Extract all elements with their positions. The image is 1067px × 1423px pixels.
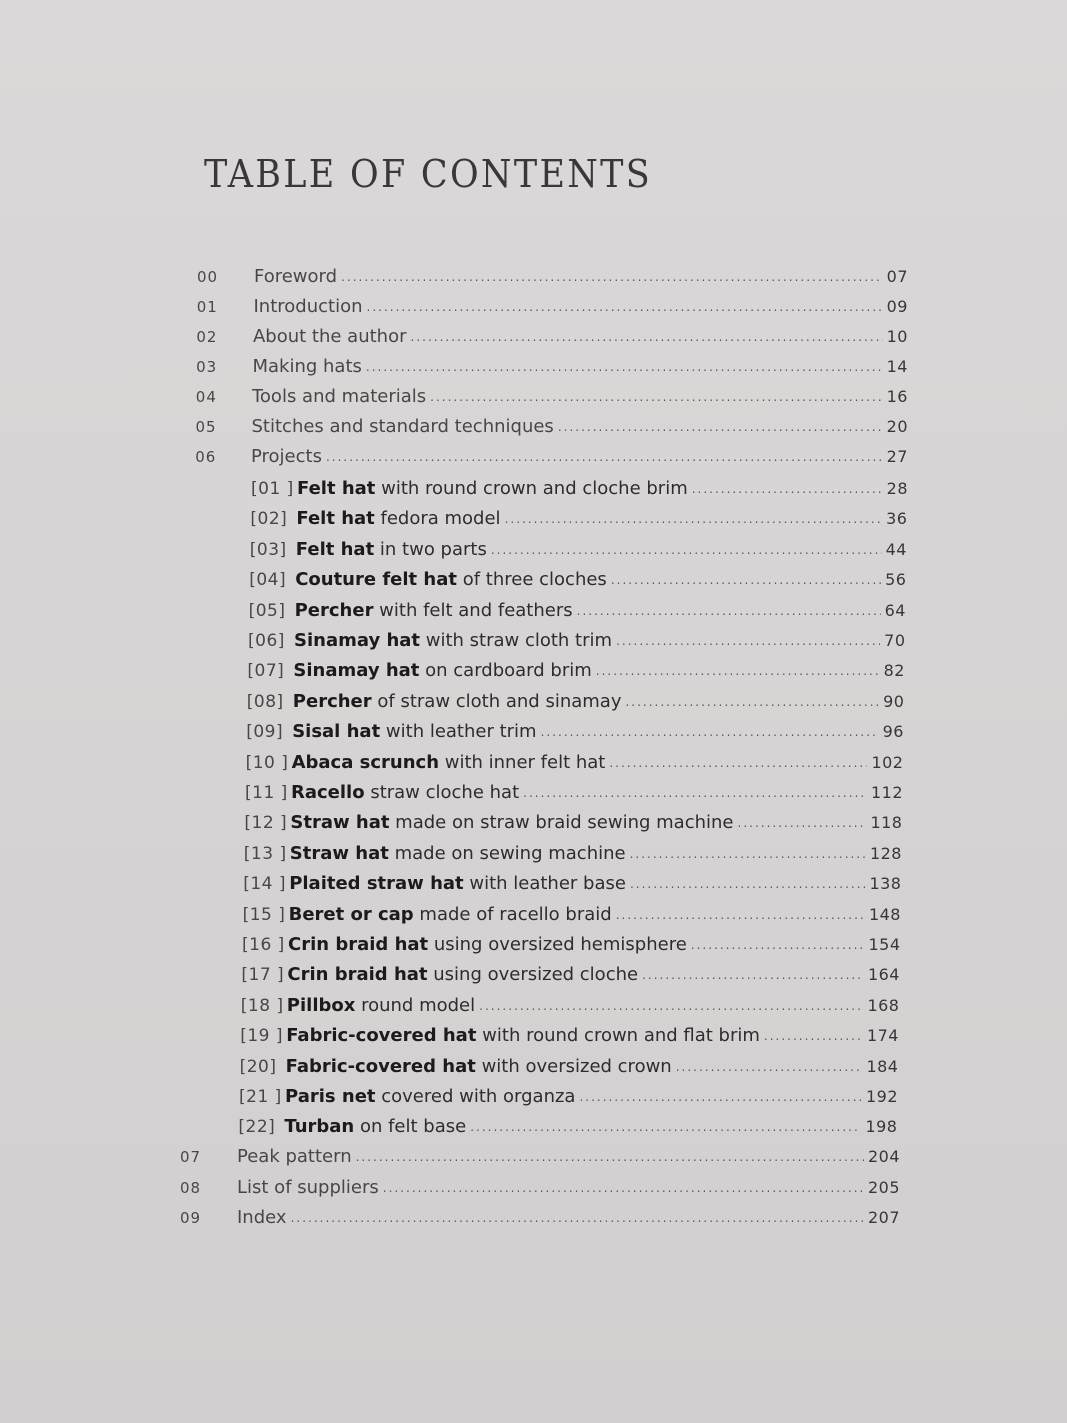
project-title-rest: on cardboard brim	[419, 660, 592, 682]
project-title	[289, 904, 612, 925]
project-title	[286, 1056, 672, 1077]
project-title-bold: Percher	[294, 599, 374, 621]
project-title-bold: Paris net	[285, 1086, 376, 1107]
project-title-bold: Sinamay hat	[294, 630, 421, 651]
page-number: 09	[886, 297, 908, 316]
project-title	[290, 843, 626, 864]
project-title	[293, 691, 622, 712]
toc-project-row	[249, 600, 906, 628]
dot-leader	[558, 420, 883, 434]
page-number: 64	[884, 600, 906, 620]
project-number: [09]	[246, 722, 284, 743]
dot-leader	[738, 816, 867, 830]
project-title	[289, 873, 626, 894]
chapter-number: 05	[195, 418, 217, 436]
project-title	[293, 660, 591, 681]
dot-leader	[692, 482, 883, 496]
chapter-number: 02	[196, 328, 218, 346]
page-number: 14	[886, 357, 908, 376]
toc-project-row	[248, 630, 906, 658]
page-number: 96	[882, 722, 904, 742]
project-title	[285, 1086, 575, 1107]
project-title-bold: Felt hat	[296, 508, 375, 530]
project-title-bold: Felt hat	[295, 538, 375, 560]
toc-chapter-row	[195, 446, 908, 474]
dot-leader	[764, 1029, 863, 1043]
project-title-bold: Beret or cap	[288, 903, 414, 925]
project-title-rest: with leather base	[463, 873, 626, 895]
chapter-title: Projects	[250, 446, 322, 467]
project-title-rest: on felt base	[354, 1116, 467, 1138]
dot-leader	[479, 999, 863, 1013]
toc-project-row	[241, 995, 900, 1023]
page-number: 204	[867, 1147, 900, 1166]
toc-project-row	[249, 569, 906, 597]
toc-chapter-row	[196, 416, 909, 444]
project-title	[291, 782, 519, 803]
toc-project-row	[243, 873, 901, 901]
project-title-rest: using oversized hemisphere	[428, 934, 687, 955]
chapter-title: Foreword	[254, 266, 338, 287]
project-title-bold: Pillbox	[286, 994, 356, 1016]
toc-chapter-row	[180, 1177, 900, 1205]
dot-leader	[383, 1181, 864, 1195]
project-title-bold: Turban	[284, 1116, 355, 1138]
dot-leader	[356, 1150, 864, 1164]
dot-leader	[691, 938, 865, 952]
toc-chapter-row	[180, 1146, 900, 1174]
toc-project-row	[244, 843, 902, 871]
dot-leader	[341, 270, 883, 284]
project-title-bold: Fabric-covered hat	[285, 1055, 476, 1077]
project-title	[290, 812, 733, 833]
page-number: 154	[868, 935, 901, 954]
page-number: 112	[870, 783, 903, 802]
project-number: [20]	[239, 1056, 277, 1077]
chapter-number: 04	[195, 388, 217, 406]
project-title-rest: of straw cloth and sinamay	[371, 690, 622, 712]
chapter-number: 09	[180, 1209, 202, 1227]
project-title-rest: with oversized crown	[475, 1055, 672, 1077]
project-title-rest: round model	[355, 994, 476, 1016]
page-number: 56	[885, 570, 907, 590]
toc-chapter-row	[196, 326, 908, 354]
project-number: [10 ]	[245, 752, 289, 773]
project-number: [06]	[248, 631, 285, 651]
project-number: [17 ]	[241, 965, 285, 986]
chapter-number: 03	[196, 358, 218, 376]
page-number: 184	[866, 1056, 899, 1076]
dot-leader	[367, 300, 883, 314]
page-number: 90	[883, 691, 905, 711]
dot-leader	[630, 877, 865, 891]
dot-leader	[577, 604, 881, 618]
project-title-rest: with round crown and cloche brim	[375, 478, 688, 499]
page-number: 207	[867, 1208, 900, 1227]
dot-leader	[616, 908, 865, 922]
dot-leader	[579, 1090, 862, 1104]
dot-leader	[491, 543, 882, 557]
project-title-rest: with round crown and flat brim	[476, 1025, 760, 1047]
page-number: 198	[865, 1117, 898, 1137]
project-title	[287, 995, 475, 1016]
project-title-rest: with leather trim	[380, 721, 537, 743]
chapter-number: 01	[196, 298, 218, 316]
page-number: 102	[871, 752, 904, 772]
toc-chapter-row	[197, 296, 908, 324]
dot-leader	[596, 664, 880, 678]
page-number: 164	[867, 965, 900, 985]
toc-project-row	[238, 1116, 897, 1144]
toc-project-row	[244, 812, 902, 840]
chapter-title: List of suppliers	[237, 1176, 379, 1198]
toc-project-row	[250, 508, 907, 536]
project-number: [04]	[249, 570, 287, 591]
page-number: 138	[869, 874, 902, 894]
page-number: 44	[885, 539, 907, 559]
project-number: [03]	[249, 539, 287, 560]
toc-project-row	[246, 721, 904, 749]
toc-chapter-row	[197, 266, 908, 294]
project-title-bold: Plaited straw hat	[289, 873, 464, 895]
project-title-rest: in two parts	[374, 538, 487, 560]
project-title-bold: Crin braid hat	[288, 934, 429, 955]
page-number: 82	[883, 661, 905, 681]
project-title	[284, 1116, 466, 1137]
dot-leader	[523, 786, 867, 800]
chapter-number: 00	[197, 268, 219, 286]
dot-leader	[505, 512, 883, 526]
page-number: 27	[886, 447, 908, 466]
dot-leader	[430, 390, 882, 404]
dot-leader	[611, 573, 881, 587]
chapter-number: 06	[195, 448, 217, 466]
project-number: [05]	[248, 600, 286, 621]
project-title	[296, 539, 487, 560]
chapter-number: 08	[180, 1178, 202, 1197]
dot-leader	[291, 1211, 864, 1225]
project-title-bold: Felt hat	[297, 478, 376, 499]
dot-leader	[625, 695, 879, 709]
toc-project-row	[242, 934, 901, 962]
toc-project-row	[247, 660, 905, 688]
page-number: 128	[869, 843, 902, 863]
page-number: 205	[867, 1177, 900, 1197]
project-title-rest: with felt and feathers	[373, 599, 573, 621]
page-number: 28	[886, 479, 908, 498]
chapter-number: 07	[180, 1148, 202, 1166]
project-number: [18 ]	[240, 995, 284, 1016]
page-number: 07	[886, 267, 908, 286]
project-number: [13 ]	[243, 843, 287, 864]
dot-leader	[366, 360, 883, 374]
project-title-rest: made of racello braid	[413, 903, 612, 925]
project-title	[286, 1025, 760, 1046]
project-title	[287, 964, 638, 985]
project-title-bold: Sinamay hat	[293, 660, 420, 682]
page-number: 118	[870, 813, 903, 833]
project-title-rest: with inner felt hat	[439, 751, 606, 773]
project-number: [08]	[246, 691, 284, 712]
project-title-rest: fedora model	[374, 508, 501, 530]
project-title-bold: Straw hat	[289, 842, 389, 864]
toc-project-row	[240, 1056, 899, 1084]
toc-project-row	[240, 1025, 899, 1053]
project-title	[292, 721, 536, 742]
page-number: 70	[884, 631, 906, 650]
project-number: [14 ]	[243, 874, 286, 895]
project-number: [21 ]	[239, 1087, 282, 1107]
project-title-rest: of three cloches	[457, 569, 607, 591]
project-title-bold: Couture felt hat	[295, 569, 457, 591]
toc-project-row	[250, 539, 907, 567]
project-title-bold: Percher	[292, 690, 372, 712]
project-title	[288, 934, 687, 955]
project-title-bold: Straw hat	[290, 812, 390, 834]
chapter-title: Index	[237, 1207, 287, 1228]
project-number: [01 ]	[251, 479, 294, 499]
chapter-title: Making hats	[252, 356, 362, 377]
project-title-bold: Fabric-covered hat	[286, 1025, 477, 1047]
page-number: 148	[868, 904, 901, 924]
chapter-title: Tools and materials	[251, 386, 427, 407]
project-title-rest: using oversized cloche	[427, 964, 639, 986]
dot-leader	[609, 756, 867, 770]
project-title-bold: Crin braid hat	[287, 964, 428, 986]
project-title	[292, 752, 606, 773]
page-number: 16	[886, 387, 908, 406]
project-title-rest: covered with organza	[375, 1086, 576, 1107]
project-title-rest: made on straw braid sewing machine	[389, 812, 734, 834]
project-number: [15 ]	[242, 904, 286, 925]
dot-leader	[616, 634, 880, 648]
project-title-rest: made on sewing machine	[388, 842, 626, 864]
project-title	[296, 508, 500, 529]
chapter-title: Peak pattern	[237, 1146, 352, 1167]
page-number: 168	[867, 995, 900, 1015]
project-number: [02]	[250, 509, 288, 530]
page-title: TABLE OF CONTENTS	[204, 152, 653, 196]
toc-project-row	[247, 691, 905, 719]
project-number: [16 ]	[242, 935, 285, 955]
page-number: 36	[886, 509, 908, 529]
dot-leader	[630, 847, 866, 861]
toc-chapter-row	[196, 356, 908, 384]
project-title	[295, 569, 607, 590]
chapter-title: Stitches and standard techniques	[251, 416, 554, 437]
dot-leader	[642, 968, 864, 982]
toc-project-row	[241, 964, 900, 992]
toc-chapter-row	[180, 1207, 900, 1235]
chapter-title: Introduction	[253, 296, 363, 317]
project-title	[297, 478, 688, 499]
project-title-bold: Racello	[291, 782, 365, 803]
project-number: [19 ]	[240, 1026, 283, 1047]
toc-project-row	[245, 782, 903, 810]
project-number: [22]	[238, 1117, 276, 1138]
project-title	[295, 600, 573, 621]
chapter-title: About the author	[252, 326, 407, 347]
toc-project-row	[239, 1086, 898, 1114]
page-number: 174	[866, 1026, 899, 1046]
project-title-bold: Sisal hat	[292, 721, 381, 743]
project-number: [11 ]	[245, 783, 288, 803]
project-title-bold: Abaca scrunch	[291, 751, 440, 773]
page-number: 192	[865, 1087, 898, 1106]
toc-project-row	[251, 478, 908, 506]
toc-project-row	[243, 904, 901, 932]
page-number: 20	[886, 417, 908, 436]
dot-leader	[411, 330, 883, 344]
dot-leader	[326, 450, 883, 464]
dot-leader	[470, 1120, 861, 1134]
toc-project-row	[246, 752, 904, 780]
dot-leader	[676, 1060, 863, 1074]
project-number: [07]	[247, 661, 285, 682]
page-number: 10	[886, 327, 908, 346]
project-title	[294, 630, 612, 651]
project-title-rest: straw cloche hat	[364, 782, 520, 803]
toc-chapter-row	[196, 386, 908, 414]
dot-leader	[541, 725, 879, 739]
project-number: [12 ]	[244, 813, 288, 834]
project-title-rest: with straw cloth trim	[420, 630, 613, 651]
